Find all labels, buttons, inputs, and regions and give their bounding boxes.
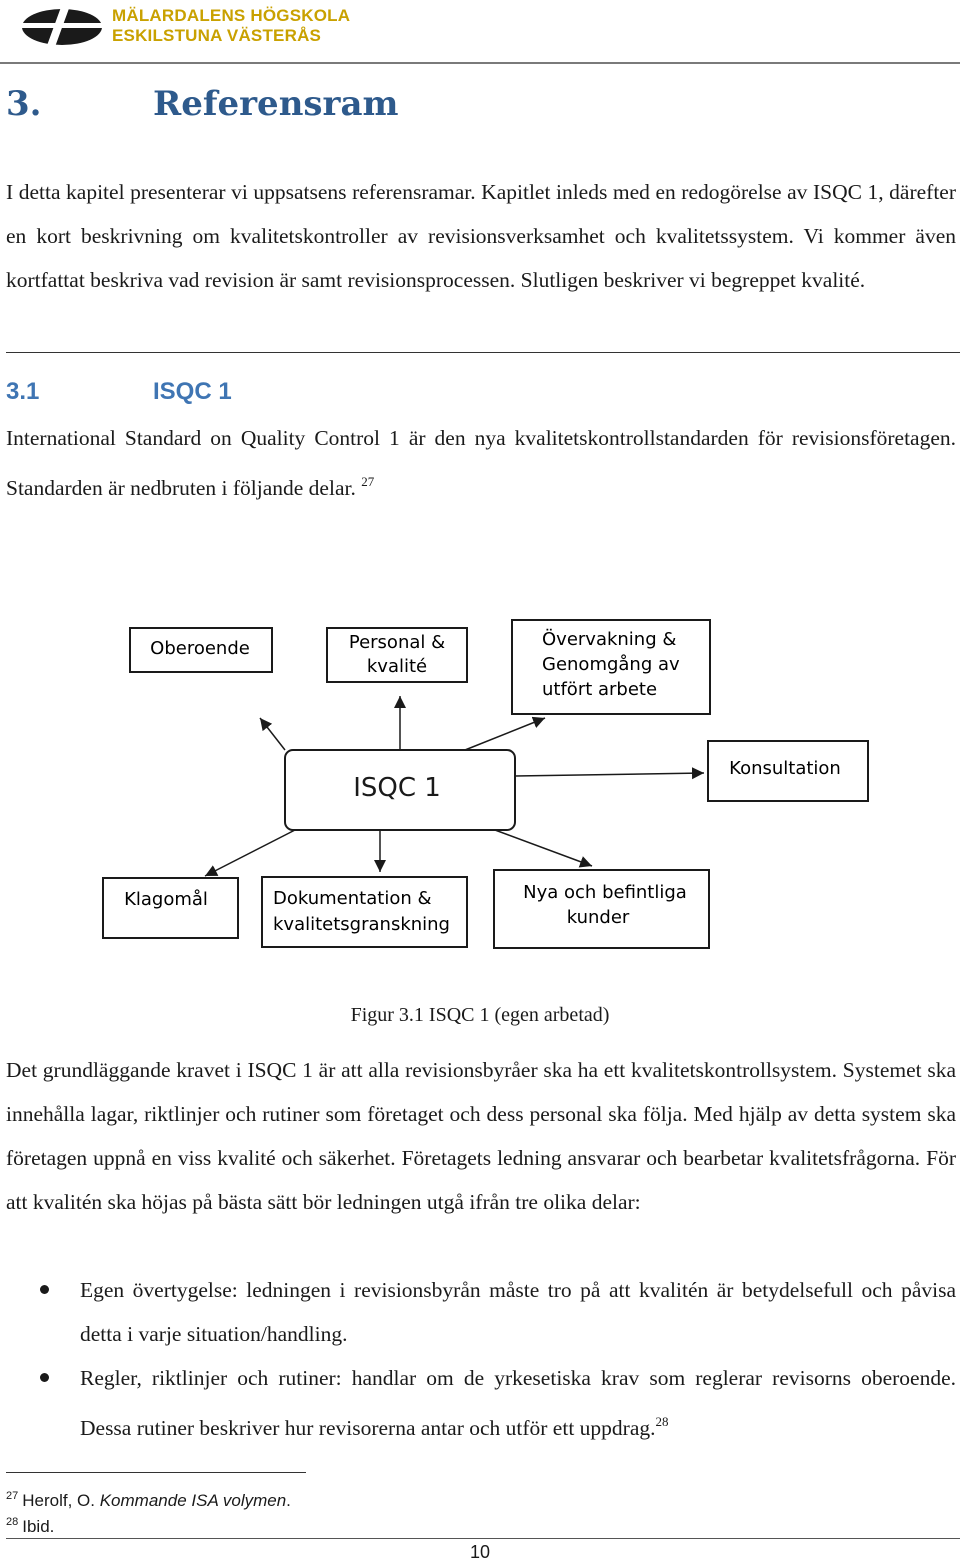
diagram-box-konsultation [708, 741, 868, 801]
logo-line1: MÄLARDALENS HÖGSKOLA [112, 6, 351, 25]
list-item [0, 1356, 960, 1450]
footnote-title: Kommande ISA volymen [99, 1491, 287, 1510]
arrow-to-konsultation [515, 773, 704, 776]
page-number: 10 [469, 1542, 491, 1562]
isqc-paragraph [6, 416, 956, 510]
chapter-number: 3. [6, 84, 42, 124]
arrow-to-kunder [495, 830, 592, 866]
arrow-to-overvakning [465, 718, 545, 750]
footnote-end: . [286, 1491, 291, 1510]
diagram-box-personal [327, 628, 467, 682]
arrow-to-oberoende [260, 718, 285, 750]
footnote-27 [6, 1484, 291, 1513]
svg-text:kvalitetsgranskning: kvalitetsgranskning [273, 914, 450, 935]
footnote-ref-28: 28 [655, 1414, 669, 1429]
svg-text:kvalité: kvalité [366, 656, 428, 677]
main-paragraph: Det grundläggande kravet i ISQC 1 är att alla revisionsbyråer ska ha ett kvalitetskontrollsystem. Systemet ska innehålla lagar, riktlinjer och rutiner som företaget och dess personal ska följa. Med hjälp av detta system ska företagen uppnå en viss kvalité och säkerhet. Företagets ledning ansvarar och bearbetar kvalitetsfrågorna. För att kvalitén ska höjas på bästa sätt bör ledningen utgå ifrån tre olika delar: [6, 1058, 956, 1214]
footnote-number: 27 [6, 1490, 19, 1502]
list-item-text: Regler, riktlinjer och rutiner: handlar om de yrkesetiska krav som reglerar revisorns oberoende. Dessa rutiner beskriver hur revisorerna antar och utför ett uppdrag. [80, 1366, 956, 1440]
bullet-list [0, 1268, 960, 1450]
svg-text:Nya och befintliga: Nya och befintliga [523, 882, 687, 903]
footnote-author: Ibid. [22, 1517, 55, 1536]
bullet-icon [40, 1285, 49, 1294]
page-footer-divider [6, 1538, 960, 1539]
svg-text:utfört arbete: utfört arbete [542, 679, 658, 700]
diagram-box-overvakning [512, 620, 710, 714]
intro-paragraph: I detta kapitel presenterar vi uppsatsens referensramar. Kapitlet inleds med en redogörelse av ISQC 1, därefter en kort beskrivning om kvalitetskontroller av revisionsverksamhet och kvalitetssystem. Vi kommer även kortfattat beskriva vad revision är samt revisionsprocessen. Slutligen beskriver vi begreppet kvalité. [6, 180, 956, 292]
list-item-text: Egen övertygelse: ledningen i revisionsbyrån måste tro på att kvalitén är betydelsefull och påvisa detta i varje situation/handling. [80, 1278, 956, 1346]
figure-caption: Figur 3.1 ISQC 1 (egen arbetad) [350, 1004, 610, 1026]
footnote-number: 28 [6, 1516, 19, 1528]
isqc-diagram [0, 600, 960, 960]
svg-text:Oberoende: Oberoende [150, 638, 250, 659]
university-name [112, 6, 350, 46]
svg-text:Personal &: Personal & [348, 632, 446, 653]
section-divider [6, 352, 960, 353]
diagram-center-label: ISQC 1 [353, 773, 441, 803]
section-title: ISQC 1 [153, 378, 232, 405]
arrow-to-klagomal [205, 830, 295, 876]
footnote-divider [6, 1472, 306, 1473]
diagram-box-dokumentation [262, 877, 467, 947]
diagram-box-oberoende [130, 628, 272, 672]
bullet-icon [40, 1373, 49, 1382]
list-item [0, 1268, 960, 1356]
logo-line2: ESKILSTUNA VÄSTERÅS [112, 26, 322, 45]
university-logo-icon [18, 6, 106, 48]
isqc-paragraph-text: International Standard on Quality Control 1 är den nya kvalitetskontrollstandarden för revisionsföretagen. Standarden är nedbruten i följande delar. [6, 426, 956, 500]
section-number: 3.1 [6, 378, 40, 405]
svg-text:kunder: kunder [566, 907, 630, 928]
svg-text:Konsultation: Konsultation [729, 758, 841, 779]
chapter-title: Referensram [153, 84, 399, 124]
svg-text:Klagomål: Klagomål [124, 889, 208, 910]
footnote-ref-27: 27 [361, 474, 375, 489]
footnote-28 [6, 1510, 54, 1539]
header-divider [0, 62, 960, 64]
svg-text:Övervakning &: Övervakning & [542, 629, 677, 650]
svg-text:Genomgång av: Genomgång av [542, 654, 680, 675]
svg-text:Dokumentation &: Dokumentation & [273, 888, 432, 909]
footnote-author: Herolf, O. [22, 1491, 100, 1510]
diagram-box-kunder [494, 870, 709, 948]
diagram-box-klagomal [103, 878, 238, 938]
